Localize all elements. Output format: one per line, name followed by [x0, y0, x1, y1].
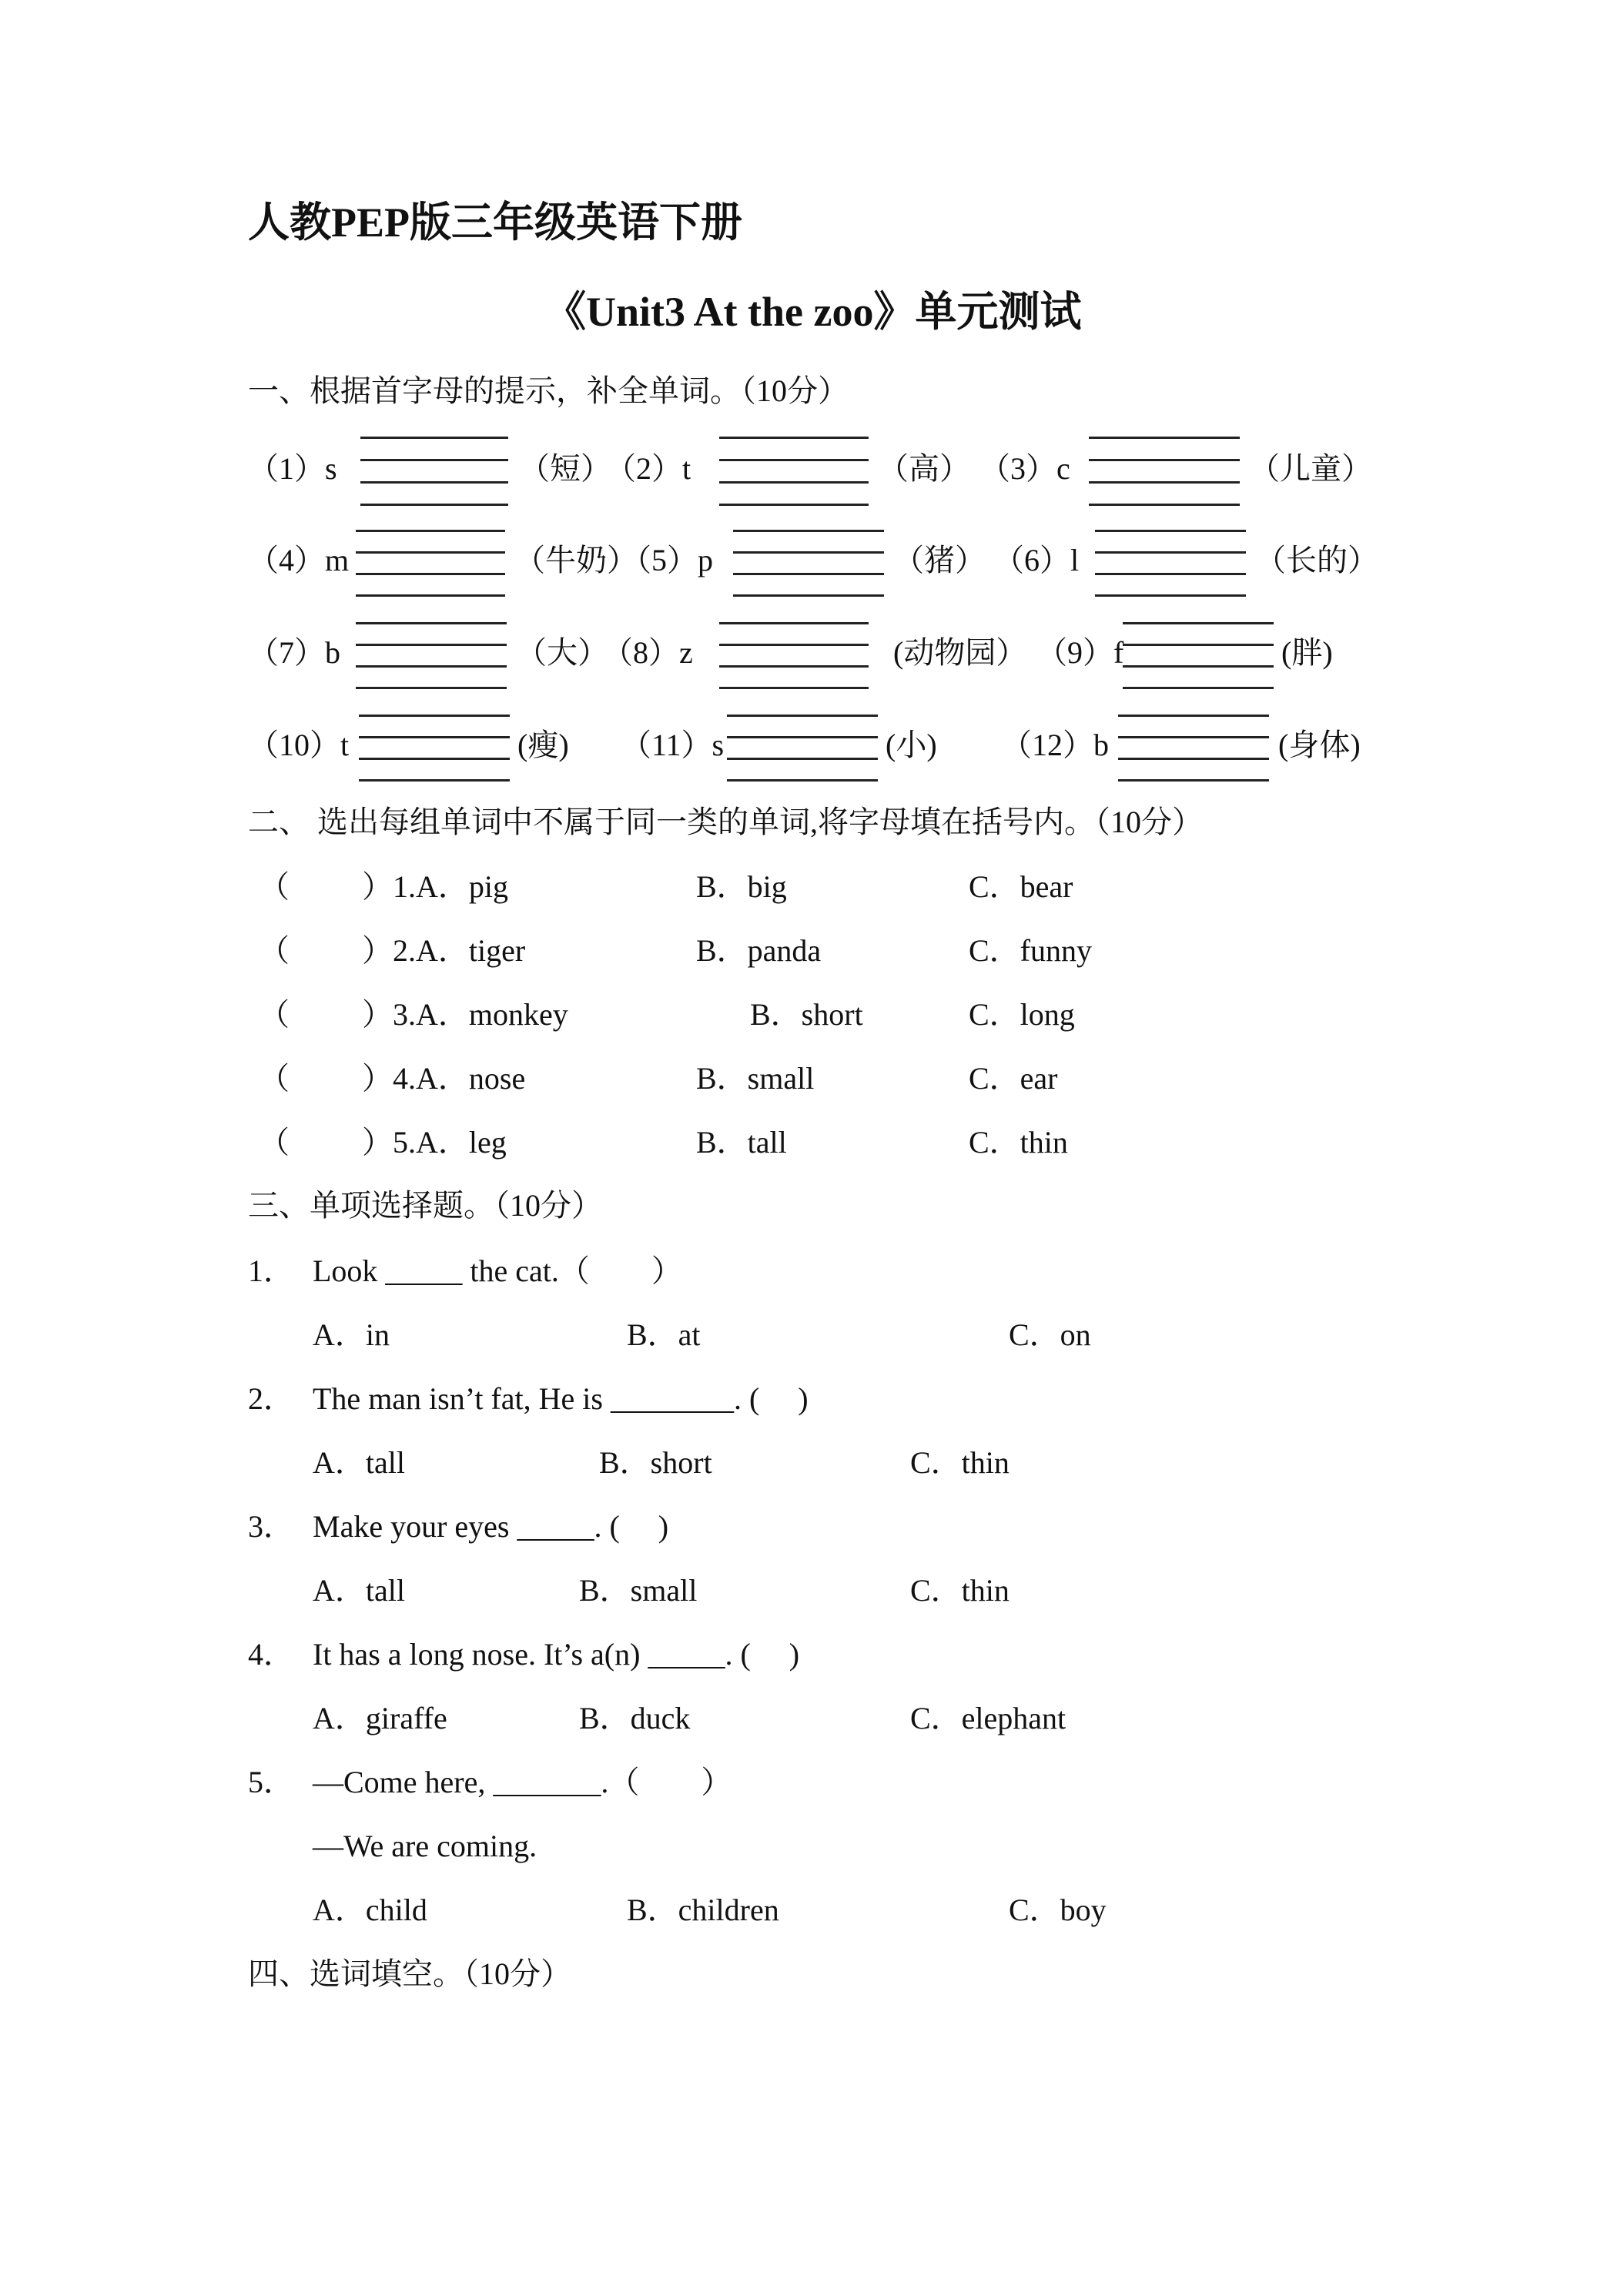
- option-c: C．ear: [969, 1061, 1058, 1096]
- option-a: ）4.A．nose: [362, 1061, 526, 1096]
- answer-line: [719, 665, 869, 668]
- option-c: C．long: [969, 997, 1075, 1032]
- answer-line: [356, 687, 507, 689]
- answer-line: [1123, 665, 1274, 668]
- answer-line: [1118, 736, 1269, 738]
- answer-line: [356, 622, 507, 624]
- answer-line: [719, 481, 869, 484]
- answer-line: [1089, 504, 1240, 506]
- word-item-num: （9）f: [1036, 635, 1124, 670]
- answer-line: [356, 530, 505, 532]
- option-c: C．elephant: [910, 1701, 1066, 1735]
- page-title: 人教PEP版三年级英语下册: [248, 199, 742, 246]
- answer-line: [733, 530, 884, 532]
- question-text: It has a long nose. It’s a(n) _____. ( ): [313, 1637, 800, 1672]
- answer-paren: （: [259, 1125, 290, 1160]
- option-b: B．tall: [696, 1125, 787, 1160]
- option-c: C．bear: [969, 869, 1073, 904]
- word-item-hint: （短）: [519, 451, 611, 486]
- word-item-num: （12）b: [1001, 728, 1109, 762]
- answer-line: [360, 459, 508, 461]
- answer-line: [1095, 530, 1246, 532]
- answer-paren: （: [259, 1061, 290, 1096]
- option-b: B．duck: [579, 1701, 691, 1735]
- answer-line: [356, 644, 507, 646]
- answer-line: [727, 758, 878, 760]
- word-item-hint: (瘦): [517, 728, 569, 762]
- word-item-num: （6）l: [993, 543, 1080, 577]
- question-text: The man isn’t fat, He is ________. ( ): [313, 1381, 809, 1416]
- answer-line: [727, 736, 878, 738]
- answer-line: [359, 758, 510, 760]
- word-item-hint: （猪）: [893, 543, 986, 577]
- answer-line: [1089, 437, 1240, 439]
- option-b: B．at: [627, 1317, 701, 1352]
- answer-line: [356, 594, 505, 597]
- answer-line: [719, 622, 869, 624]
- answer-line: [719, 644, 869, 646]
- option-c: C．thin: [910, 1573, 1010, 1608]
- question-number: 5．: [248, 1765, 294, 1799]
- question-text: —Come here, _______.（ ）: [313, 1765, 732, 1799]
- option-b: B．short: [599, 1445, 712, 1480]
- option-b: B．short: [750, 997, 863, 1032]
- word-item-num: （10）t: [248, 728, 350, 762]
- answer-line: [360, 481, 508, 484]
- word-item-num: （11）s: [621, 728, 725, 762]
- answer-line: [1118, 758, 1269, 760]
- option-c: C．funny: [969, 933, 1092, 968]
- answer-line: [1118, 779, 1269, 782]
- answer-line: [360, 504, 508, 506]
- option-a: ）5.A．leg: [362, 1125, 507, 1160]
- word-item-hint: (动物园）: [893, 635, 1027, 670]
- word-item-hint: （长的）: [1255, 543, 1378, 577]
- option-c: C．on: [1009, 1317, 1091, 1352]
- answer-line: [727, 715, 878, 717]
- answer-line: [719, 504, 869, 506]
- word-item-num: （7）b: [248, 635, 340, 670]
- word-item-num: （3）c: [979, 451, 1070, 486]
- page-subtitle: 《Unit3 At the zoo》单元测试: [544, 289, 1082, 335]
- answer-line: [1089, 481, 1240, 484]
- option-c: C．thin: [969, 1125, 1068, 1160]
- option-b: B．small: [579, 1573, 698, 1608]
- answer-line: [733, 573, 884, 575]
- answer-line: [733, 594, 884, 597]
- question-number: 3．: [248, 1509, 294, 1544]
- word-item-hint: (胖): [1281, 635, 1333, 670]
- answer-line: [1123, 687, 1274, 689]
- word-item-hint: （牛奶）: [514, 543, 638, 577]
- option-a: A．child: [313, 1893, 427, 1927]
- option-b: B．panda: [696, 933, 822, 968]
- option-a: ）2.A．tiger: [362, 933, 526, 968]
- option-b: B．big: [696, 869, 787, 904]
- word-item-hint: (身体): [1278, 728, 1361, 762]
- answer-line: [1089, 459, 1240, 461]
- word-item-num: （2）t: [605, 451, 691, 486]
- option-c: C．thin: [910, 1445, 1010, 1480]
- answer-paren: （: [259, 997, 290, 1032]
- option-a: A．tall: [313, 1445, 405, 1480]
- answer-line: [1095, 594, 1246, 597]
- section1-heading: 一、根据首字母的提示，补全单词。（10分）: [248, 373, 849, 408]
- answer-line: [719, 437, 869, 439]
- option-a: A．in: [313, 1317, 390, 1352]
- option-a: A．tall: [313, 1573, 405, 1608]
- word-item-num: （1）s: [248, 451, 337, 486]
- option-c: C．boy: [1009, 1893, 1107, 1927]
- word-item-num: （8）z: [602, 635, 693, 670]
- answer-line: [359, 736, 510, 738]
- answer-line: [359, 779, 510, 782]
- word-item-hint: (小): [886, 728, 937, 762]
- answer-line: [1123, 622, 1274, 624]
- answer-paren: （: [259, 869, 290, 904]
- word-item-num: （5）p: [621, 543, 713, 577]
- option-a: A．giraffe: [313, 1701, 447, 1735]
- answer-line: [1118, 715, 1269, 717]
- answer-line: [1123, 644, 1274, 646]
- answer-line: [1095, 573, 1246, 575]
- question-text: Look _____ the cat.（ ）: [313, 1253, 682, 1288]
- answer-paren: （: [259, 933, 290, 968]
- word-item-num: （4）m: [248, 543, 350, 577]
- option-b: B．children: [627, 1893, 779, 1927]
- answer-line: [733, 551, 884, 554]
- section4-heading: 四、选词填空。（10分）: [248, 1956, 571, 1991]
- answer-line: [719, 687, 869, 689]
- answer-line: [356, 573, 505, 575]
- answer-line: [727, 779, 878, 782]
- option-a: ）3.A．monkey: [362, 997, 568, 1032]
- answer-line: [359, 715, 510, 717]
- question-number: 2．: [248, 1381, 294, 1416]
- question-text-reply: —We are coming.: [313, 1829, 537, 1863]
- answer-line: [356, 551, 505, 554]
- section3-heading: 三、单项选择题。（10分）: [248, 1188, 602, 1223]
- section2-heading: 二、 选出每组单词中不属于同一类的单词,将字母填在括号内。（10分）: [248, 805, 1203, 839]
- option-a: ）1.A．pig: [362, 869, 508, 904]
- answer-line: [1095, 551, 1246, 554]
- answer-line: [356, 665, 507, 668]
- question-number: 1．: [248, 1253, 294, 1288]
- word-item-hint: （儿童）: [1249, 451, 1372, 486]
- question-number: 4．: [248, 1637, 294, 1672]
- word-item-hint: （高）: [878, 451, 970, 486]
- word-item-hint: （大）: [516, 635, 608, 670]
- option-b: B．small: [696, 1061, 815, 1096]
- question-text: Make your eyes _____. ( ): [313, 1509, 669, 1544]
- answer-line: [360, 437, 508, 439]
- answer-line: [719, 459, 869, 461]
